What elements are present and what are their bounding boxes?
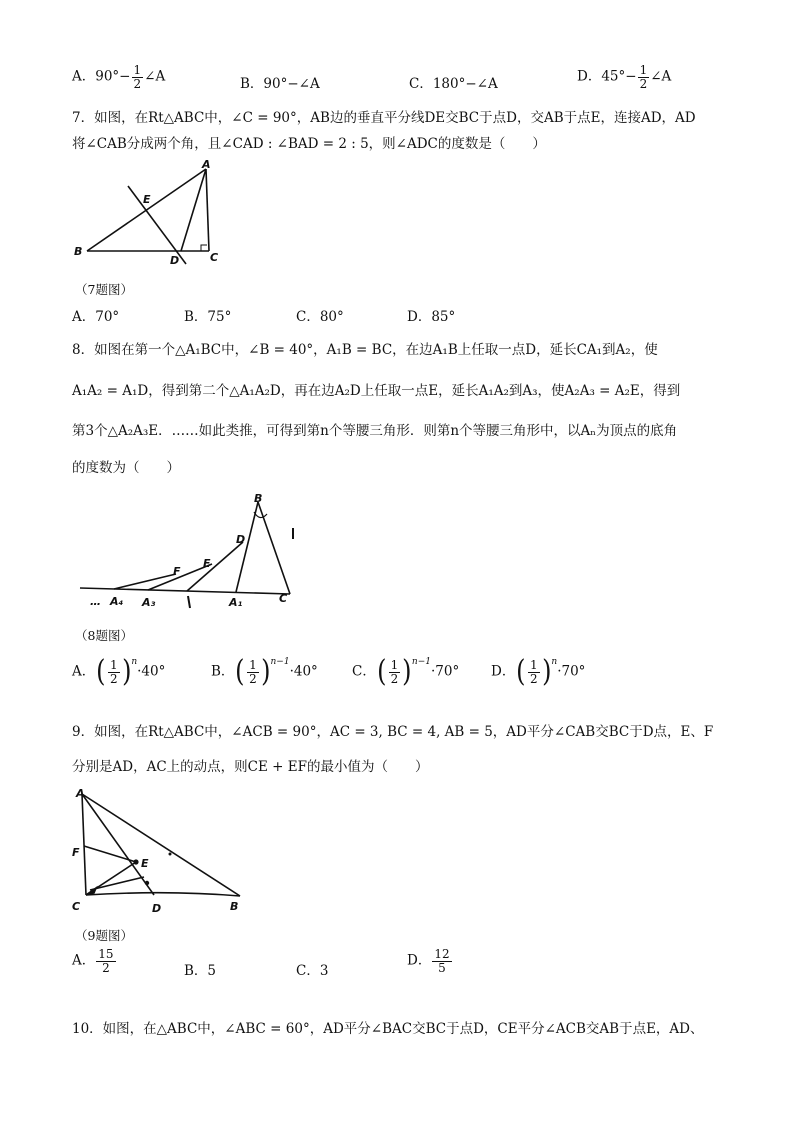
q8-figure xyxy=(78,490,298,615)
fraction: $\frac{1}{2}$ xyxy=(639,63,648,91)
q9-text-line2: 分别是AD，AC上的动点，则CE + EF的最小值为（ ） xyxy=(72,759,429,775)
q8-text-line2: A₁A₂ = A₁D，得到第二个△A₁A₂D，再在边A₂D上任取一点E，延长A₁A₂到A₃，使A₂A₃ = A₂E，得到 xyxy=(72,383,681,399)
q8-caption: （8题图） xyxy=(75,628,133,643)
q8-text-line3: 第3个△A₂A₃E．……如此类推，可得到第n个等腰三角形．则第n个等腰三角形中，以Aₙ为顶点的底角 xyxy=(72,423,678,439)
q8-option-c: C．( $\frac{1}{2}$ )$^{n-1}$·70° xyxy=(352,654,460,689)
q9-text-line1: 9．如图，在Rt△ABC中，∠ACB = 90°，AC = 3, BC = 4, AB = 5，AD平分∠CAB交BC于D点，E、F xyxy=(72,724,714,740)
q9-label-f: F xyxy=(72,846,80,859)
q8-label-e: E xyxy=(203,557,211,570)
q8-text-line4: 的度数为（ ） xyxy=(72,460,180,476)
q7-option-c: C．80° xyxy=(296,309,344,325)
q8-label-c: C xyxy=(279,592,288,605)
q7-option-a: A．70° xyxy=(72,309,120,325)
q8-option-d: D．( $\frac{1}{2}$ )$^n$·70° xyxy=(491,654,586,689)
q8-label-d: D xyxy=(236,533,246,546)
q7-label-b: B xyxy=(74,245,83,258)
q9-option-d: D． $\frac{12}{5}$ xyxy=(407,947,450,975)
q8-option-a: A．( $\frac{1}{2}$ )$^n$·40° xyxy=(72,654,166,689)
q9-option-a: A． $\frac{15}{2}$ xyxy=(72,947,114,975)
q9-option-c: C．3 xyxy=(296,963,329,979)
q9-label-d: D xyxy=(152,902,162,915)
q8-label-b: B xyxy=(254,492,263,505)
q8-text-line1: 8．如图在第一个△A₁BC中，∠B = 40°，A₁B = BC，在边A₁B上任取一点D，延长CA₁到A₂，使 xyxy=(72,342,658,358)
q9-label-e: E xyxy=(141,857,149,870)
q7-label-c: C xyxy=(210,251,219,264)
fraction: $\frac{1}{2}$ xyxy=(133,63,142,91)
q7-text-line1: 7．如图，在Rt△ABC中，∠C = 90°，AB边的垂直平分线DE交BC于点D，交AB于点E，连接AD，AD xyxy=(72,110,696,126)
q9-label-a: A xyxy=(76,787,85,800)
q8-label-f: F xyxy=(173,565,181,578)
q6-option-d: D．45°− $\frac{1}{2}$ ∠A xyxy=(577,63,672,91)
q9-label-b: B xyxy=(230,900,239,913)
q7-label-d: D xyxy=(170,254,180,267)
q7-label-a: A xyxy=(202,158,211,171)
q8-label-dots: … xyxy=(90,595,101,608)
q7-option-d: D．85° xyxy=(407,309,456,325)
q10-text-line1: 10．如图，在△ABC中，∠ABC = 60°，AD平分∠BAC交BC于点D，CE平分∠ACB交AB于点E，AD、 xyxy=(72,1021,704,1037)
q8-label-a3: A₃ xyxy=(142,596,156,609)
q6-option-a: A．90°− $\frac{1}{2}$ ∠A xyxy=(72,63,166,91)
q6-option-c: C．180°−∠A xyxy=(409,76,498,92)
q7-caption: （7题图） xyxy=(75,282,133,297)
q6-option-b: B．90°−∠A xyxy=(240,76,320,92)
q8-label-a4: A₄ xyxy=(110,595,124,608)
q8-option-b: B．( $\frac{1}{2}$ )$^{n-1}$·40° xyxy=(211,654,318,689)
q9-label-c: C xyxy=(72,900,81,913)
q9-figure xyxy=(66,782,266,917)
q9-caption: （9题图） xyxy=(75,928,133,943)
q8-label-a1: A₁ xyxy=(229,596,243,609)
q7-text-line2: 将∠CAB分成两个角，且∠CAD : ∠BAD = 2 : 5，则∠ADC的度数是（ ） xyxy=(72,136,546,152)
q9-option-b: B．5 xyxy=(184,963,217,979)
q7-label-e: E xyxy=(143,193,151,206)
q7-figure xyxy=(70,160,230,270)
q7-option-b: B．75° xyxy=(184,309,232,325)
